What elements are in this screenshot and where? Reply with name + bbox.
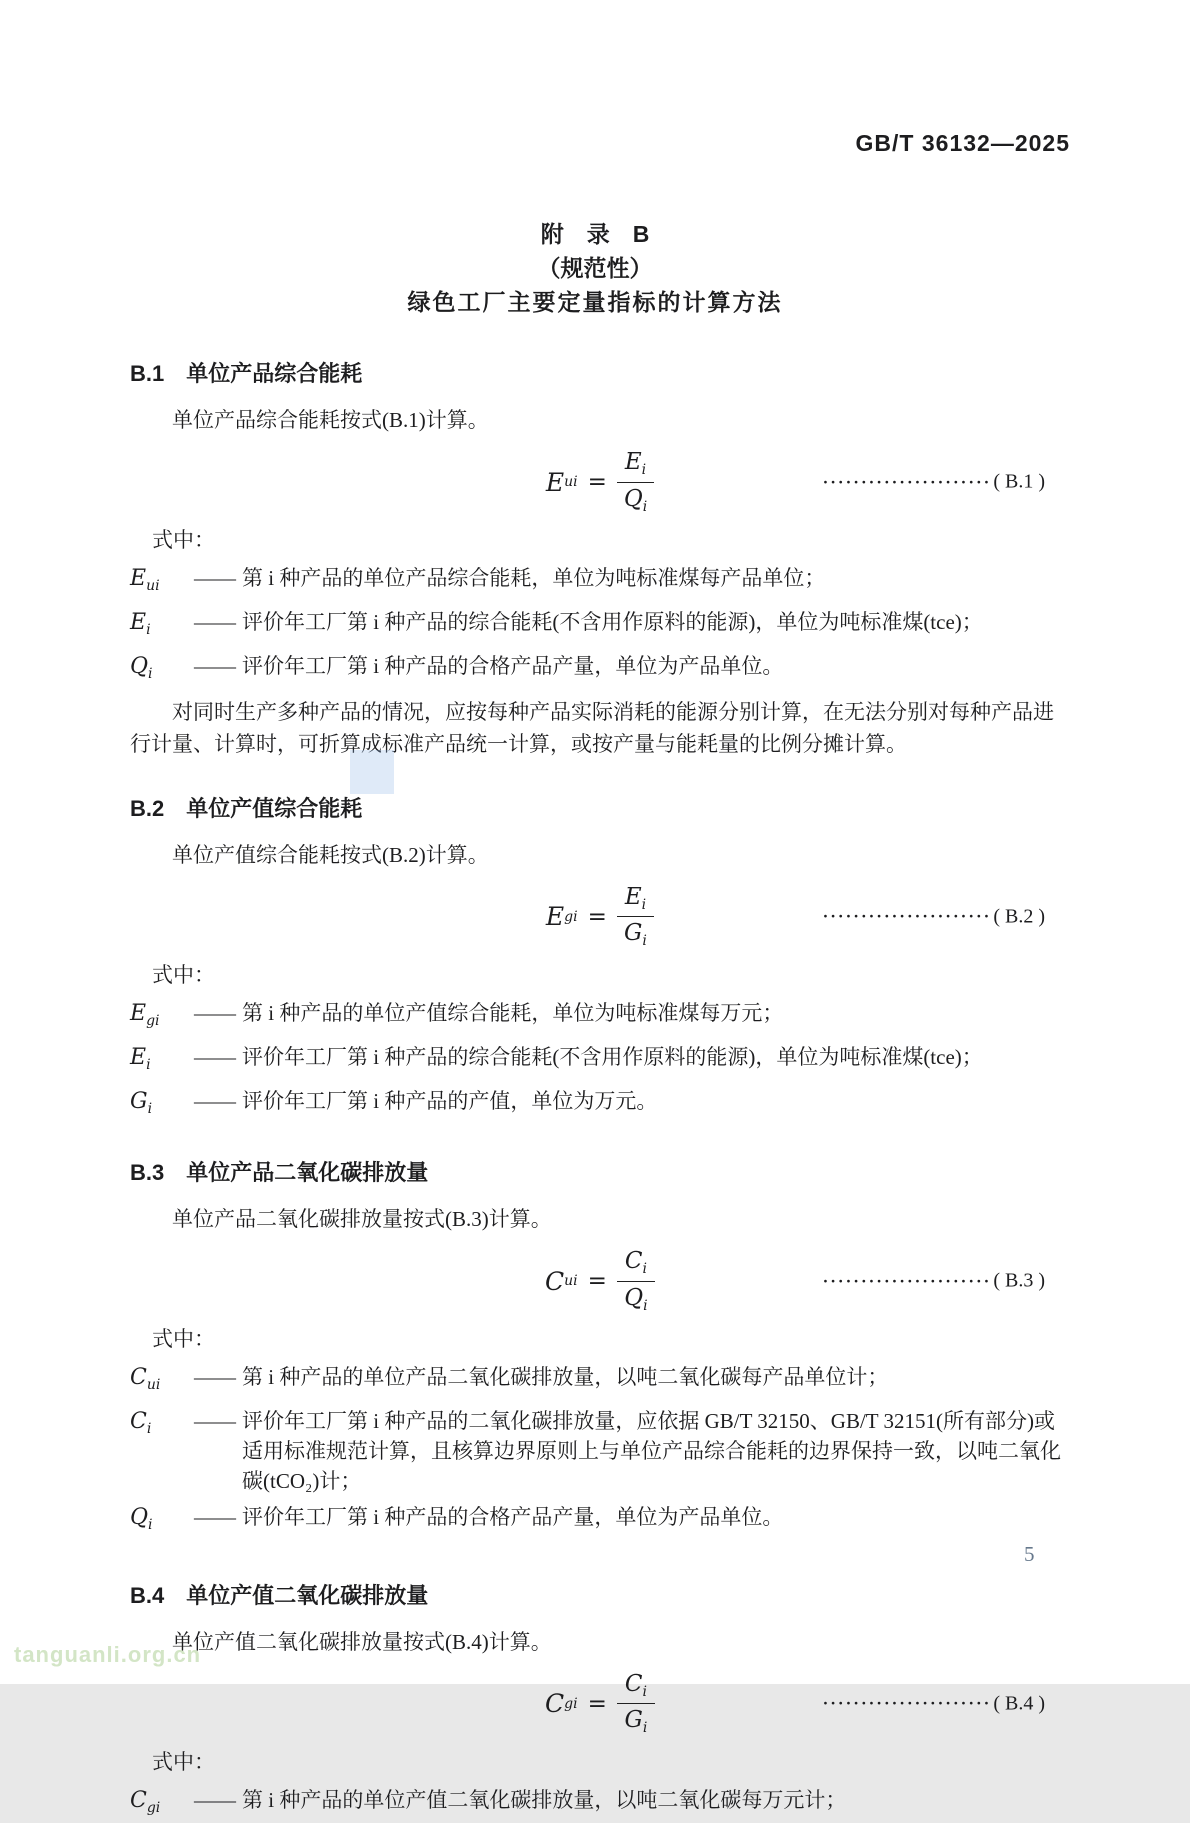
equation	[546, 449, 654, 514]
section-intro: 单位产品二氧化碳排放量按式(B.3)计算。	[172, 1207, 552, 1232]
fraction	[617, 449, 654, 514]
section-title: 单位产值综合能耗	[186, 795, 363, 821]
symbol-letter: G	[130, 1088, 148, 1114]
denominator: Q	[623, 485, 643, 512]
symbol	[130, 1042, 194, 1080]
symbol-sub: gi	[146, 1799, 161, 1816]
definition-line	[130, 1406, 1070, 1496]
numerator-sub: i	[642, 1261, 647, 1278]
definition-text: 评价年工厂第 i 种产品的综合能耗(不含用作原料的能源)，单位为吨标准煤(tce)；	[242, 610, 983, 635]
text-selection-highlight	[350, 750, 394, 794]
denominator-sub: i	[642, 498, 648, 515]
definition-text: 评价年工厂第 i 种产品的产值，单位为万元。	[242, 1088, 658, 1113]
leader-dots: ······················	[822, 472, 992, 491]
definition-dash: ——	[194, 1088, 236, 1113]
equation-number	[823, 1692, 1045, 1715]
definition-dash: ——	[194, 1505, 236, 1530]
appendix-subtitle: 绿色工厂主要定量指标的计算方法	[407, 289, 783, 315]
section-title: 单位产品综合能耗	[186, 361, 363, 386]
equation-number	[823, 1270, 1045, 1293]
where-label: 式中：	[152, 962, 215, 987]
definition-text: 第 i 种产品的单位产品综合能耗，单位为吨标准煤每产品单位；	[242, 566, 826, 590]
section-intro: 单位产值综合能耗按式(B.2)计算。	[172, 842, 489, 867]
document-body	[130, 359, 1070, 1823]
numerator-sub: i	[641, 897, 647, 914]
definition-line	[130, 1042, 1070, 1080]
denominator: G	[624, 920, 643, 947]
where-label: 式中：	[152, 1749, 215, 1774]
numerator-sub: i	[642, 1684, 647, 1700]
equation	[545, 1671, 655, 1736]
definition-dash: ——	[194, 610, 236, 635]
symbol-letter: E	[130, 566, 147, 591]
definition-dash: ——	[194, 566, 236, 590]
definition-line	[130, 1086, 1070, 1124]
definition-text: 评价年工厂第 i 种产品的二氧化碳排放量，应依据 GB/T 32150、GB/T 32151(所有部分)或适用标准规范计算，且核算边界原则上与单位产品综合能耗的边界保持一致，以吨二氧化碳(tCO₂)计；	[242, 1409, 1061, 1494]
equals-sign: =	[587, 1690, 607, 1717]
symbol-letter: Q	[130, 654, 149, 680]
definition-text: 第 i 种产品的单位产值综合能耗，单位为吨标准煤每万元；	[242, 1000, 784, 1025]
equation	[546, 884, 654, 949]
equation-lhs-sub: ui	[564, 1273, 578, 1290]
where-label: 式中：	[152, 528, 215, 552]
definition-dash: ——	[194, 1409, 236, 1434]
symbol	[130, 607, 194, 645]
numerator: C	[624, 1670, 643, 1697]
equation-label: ( B.3 )	[993, 1269, 1045, 1292]
symbol	[130, 1785, 194, 1823]
section-b3	[130, 1158, 1070, 1540]
denominator: G	[624, 1707, 643, 1733]
definition-line	[130, 607, 1070, 645]
definition-line	[130, 998, 1070, 1036]
section-number: B.2	[130, 795, 165, 821]
formula-b3	[130, 1246, 1070, 1316]
symbol	[130, 998, 194, 1036]
equation-number	[823, 905, 1045, 928]
equation-lhs: C	[544, 1266, 565, 1296]
symbol-sub: ui	[146, 578, 160, 595]
symbol-sub: ui	[146, 1377, 161, 1394]
definition-line	[130, 563, 1070, 601]
definition-line	[130, 1362, 1070, 1400]
fraction	[617, 1248, 655, 1313]
formula-b2	[130, 882, 1070, 952]
equals-sign: =	[587, 1268, 607, 1295]
equation-lhs-sub: gi	[564, 1695, 578, 1712]
symbol-letter: C	[130, 1409, 147, 1435]
symbol	[130, 651, 194, 689]
section-number: B.3	[130, 1160, 165, 1186]
symbol	[130, 1502, 194, 1540]
symbol	[130, 1362, 194, 1400]
definition-dash: ——	[194, 1044, 236, 1069]
section-b4	[130, 1581, 1070, 1823]
numerator: E	[624, 883, 642, 910]
definition-line	[130, 651, 1070, 689]
symbol-sub: i	[146, 1056, 151, 1073]
equals-sign: =	[587, 903, 607, 930]
watermark-text: tanguanli.org.cn	[14, 1642, 202, 1667]
symbol-letter: E	[130, 1000, 147, 1026]
definition-line	[130, 1785, 1070, 1823]
appendix-title: 附 录 B	[540, 221, 650, 247]
definition-text: 评价年工厂第 i 种产品的合格产品产量，单位为产品单位。	[242, 654, 784, 679]
symbol-letter: C	[130, 1365, 147, 1391]
definition-dash: ——	[194, 1365, 236, 1390]
symbol-sub: i	[147, 1101, 153, 1118]
equation	[545, 1248, 655, 1313]
section-b1	[130, 359, 1070, 760]
equals-sign: =	[587, 469, 607, 495]
definition-dash: ——	[194, 654, 236, 679]
denominator-sub: i	[642, 1720, 648, 1737]
symbol-letter: Q	[130, 1505, 149, 1531]
symbol-letter: C	[130, 1787, 147, 1813]
definition-dash: ——	[194, 1000, 236, 1025]
symbol	[130, 563, 194, 601]
equation-label: ( B.2 )	[993, 905, 1045, 928]
section-heading	[130, 359, 1070, 389]
section-heading	[130, 1581, 1070, 1611]
denominator-sub: i	[642, 933, 647, 950]
symbol-sub: i	[148, 1517, 153, 1534]
section-number: B.4	[130, 1582, 165, 1608]
symbol-sub: i	[146, 1421, 152, 1438]
equation-lhs-sub: ui	[564, 474, 578, 490]
denominator: Q	[624, 1284, 644, 1311]
symbol-letter: E	[130, 610, 147, 636]
definition-text: 评价年工厂第 i 种产品的综合能耗(不含用作原料的能源)，单位为吨标准煤(tce)；	[242, 1044, 983, 1069]
equation-lhs: E	[545, 902, 565, 932]
fraction	[617, 884, 654, 949]
definition-text: 第 i 种产品的单位产值二氧化碳排放量，以吨二氧化碳每万元计；	[242, 1787, 847, 1812]
equation-number	[823, 471, 1045, 494]
numerator: E	[624, 449, 642, 476]
equation-lhs: C	[545, 1689, 565, 1718]
section-heading	[130, 1158, 1070, 1188]
numerator-sub: i	[641, 462, 647, 479]
appendix-normative-label: （规范性）	[537, 255, 653, 281]
symbol	[130, 1406, 194, 1496]
where-label: 式中：	[152, 1327, 215, 1352]
leader-dots: ······················	[822, 906, 992, 926]
page-number: 5	[1024, 1542, 1035, 1566]
symbol-letter: E	[130, 1044, 147, 1070]
symbol-sub: i	[146, 622, 151, 639]
section-number: B.1	[130, 361, 165, 386]
section-intro: 单位产品综合能耗按式(B.1)计算。	[172, 408, 489, 432]
leader-dots: ······················	[822, 1271, 992, 1291]
formula-b4	[130, 1669, 1070, 1739]
section-note: 对同时生产多种产品的情况，应按每种产品实际消耗的能源分别计算，在无法分别对每种产品进行计量、计算时，可折算成标准产品统一计算，或按产量与能耗量的比例分摊计算。	[130, 699, 1054, 756]
equation-label: ( B.1 )	[993, 470, 1045, 493]
definition-line	[130, 1502, 1070, 1540]
equation-label: ( B.4 )	[993, 1692, 1045, 1714]
fraction	[617, 1671, 655, 1736]
symbol-sub: gi	[146, 1012, 160, 1029]
section-heading	[130, 794, 1070, 824]
definition-text: 评价年工厂第 i 种产品的合格产品产量，单位为产品单位。	[242, 1505, 784, 1530]
section-title: 单位产品二氧化碳排放量	[186, 1160, 429, 1186]
denominator-sub: i	[643, 1297, 648, 1314]
equation-lhs: E	[545, 467, 565, 497]
section-b2	[130, 794, 1070, 1125]
section-intro: 单位产值二氧化碳排放量按式(B.4)计算。	[172, 1629, 552, 1654]
numerator: C	[624, 1248, 643, 1275]
definition-text: 第 i 种产品的单位产品二氧化碳排放量，以吨二氧化碳每产品单位计；	[242, 1365, 889, 1390]
formula-b1	[130, 447, 1070, 517]
symbol	[130, 1086, 194, 1124]
leader-dots: ······················	[822, 1693, 992, 1713]
standard-number: GB/T 36132—2025	[855, 130, 1070, 156]
definition-dash: ——	[194, 1787, 236, 1812]
appendix-title-block	[0, 217, 1190, 319]
equation-lhs-sub: gi	[564, 908, 578, 925]
symbol-sub: i	[148, 666, 153, 683]
section-title: 单位产值二氧化碳排放量	[186, 1582, 429, 1608]
